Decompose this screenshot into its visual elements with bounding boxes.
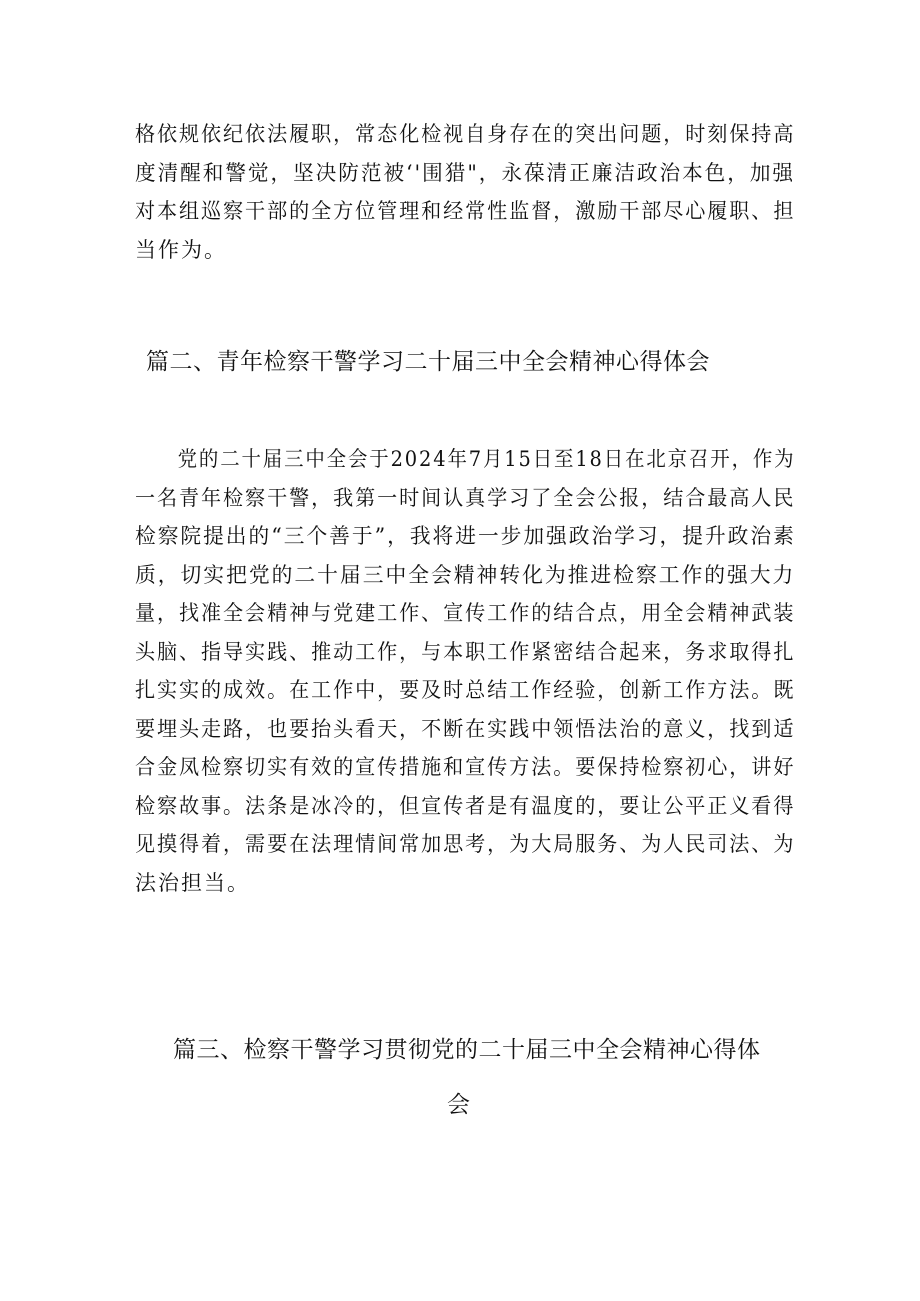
paragraph-line: 头脑、指导实践、推动工作，与本职工作紧密结合起来，务求取得扎: [135, 639, 796, 664]
paragraph-1: [135, 115, 795, 269]
paragraph-line: 党的二十届三中全会于2024年7月15日至18日在北京召开，作为: [135, 447, 796, 471]
paragraph-line: 检察故事。法条是冰冷的，但宣传者是有温度的，要让公平正义看得: [135, 793, 796, 818]
paragraph-line: 合金凤检察切实有效的宣传措施和宣传方法。要保持检察初心，讲好: [135, 755, 796, 779]
paragraph-line: 要埋头走路，也要抬头看天，不断在实践中领悟法治的意义，找到适: [135, 716, 796, 741]
section-heading-3: 篇三、检察干警学习贯彻党的二十届三中全会精神心得体: [173, 1037, 761, 1063]
paragraph-line: 法治担当。: [135, 870, 250, 895]
paragraph-line: 当作为。: [135, 237, 227, 262]
section-heading-3-continuation: 会: [447, 1092, 471, 1118]
paragraph-line: 量，找准全会精神与党建工作、宣传工作的结合点，用全会精神武装: [135, 601, 796, 625]
paragraph-line: 度清醒和警觉，坚决防范被‘'围猎"，永葆清正廉洁政治本色，加强: [135, 160, 796, 185]
paragraph-line: 见摸得着，需要在法理情间常加思考，为大局服务、为人民司法、为: [135, 832, 796, 856]
paragraph-line: 对本组巡察干部的全方位管理和经常性监督，激励干部尽心履职、担: [135, 199, 796, 223]
paragraph-line: 一名青年检察干警，我第一时间认真学习了全会公报，结合最高人民: [135, 485, 796, 510]
section-heading-2: 篇二、青年检察干警学习二十届三中全会精神心得体会: [146, 349, 710, 375]
paragraph-2: [135, 440, 795, 902]
paragraph-line: 检察院提出的“三个善于”，我将进一步加强政治学习，提升政治素: [135, 524, 796, 548]
paragraph-line: 格依规依纪依法履职，常态化检视自身存在的突出问题，时刻保持高: [135, 122, 796, 146]
paragraph-line: 质，切实把党的二十届三中全会精神转化为推进检察工作的强大力: [135, 562, 796, 587]
paragraph-line: 扎实实的成效。在工作中，要及时总结工作经验，创新工作方法。既: [135, 678, 796, 702]
